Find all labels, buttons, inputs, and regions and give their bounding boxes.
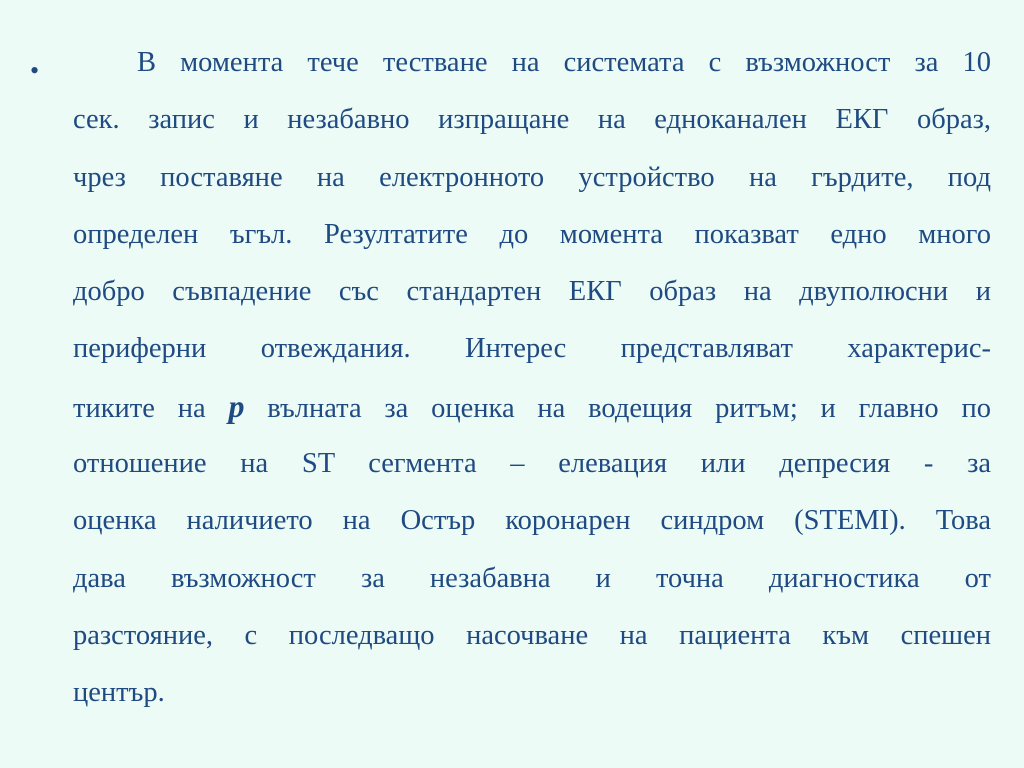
paragraph-line bbox=[73, 34, 991, 91]
paragraph-line: дава възможност за незабавна и точна диагностика от bbox=[73, 562, 991, 594]
paragraph-line: сек. запис и незабавно изпращане на едноканален ЕКГ образ, bbox=[73, 104, 991, 136]
line-text-after: вълната за оценка на водещия ритъм; и главно по bbox=[244, 392, 992, 424]
line-text: В момента тече тестване на системата с възможност за 10 bbox=[137, 47, 991, 78]
bullet-marker: • bbox=[30, 56, 40, 85]
paragraph-line: център. bbox=[73, 677, 165, 709]
paragraph-line: чрез поставяне на електронното устройство на гърдите, под bbox=[73, 161, 991, 193]
paragraph-line: определен ъгъл. Резултатите до момента показват едно много bbox=[73, 218, 991, 250]
paragraph-line: отношение на ST сегмента – елевация или депресия - за bbox=[73, 448, 991, 480]
line-text-before: тиките на bbox=[73, 392, 229, 424]
paragraph-line: оценка наличието на Остър коронарен синдром (STEMI). Това bbox=[73, 505, 991, 537]
paragraph bbox=[73, 34, 991, 722]
paragraph-line: разстояние, с последващо насочване на пациента към спешен bbox=[73, 619, 991, 651]
p-wave-symbol: p bbox=[228, 387, 245, 424]
paragraph-line: периферни отвеждания. Интерес представляват характерис- bbox=[73, 333, 991, 365]
paragraph-line bbox=[73, 378, 991, 435]
paragraph-line: добро съвпадение със стандартен ЕКГ образ на двуполюсни и bbox=[73, 276, 991, 308]
